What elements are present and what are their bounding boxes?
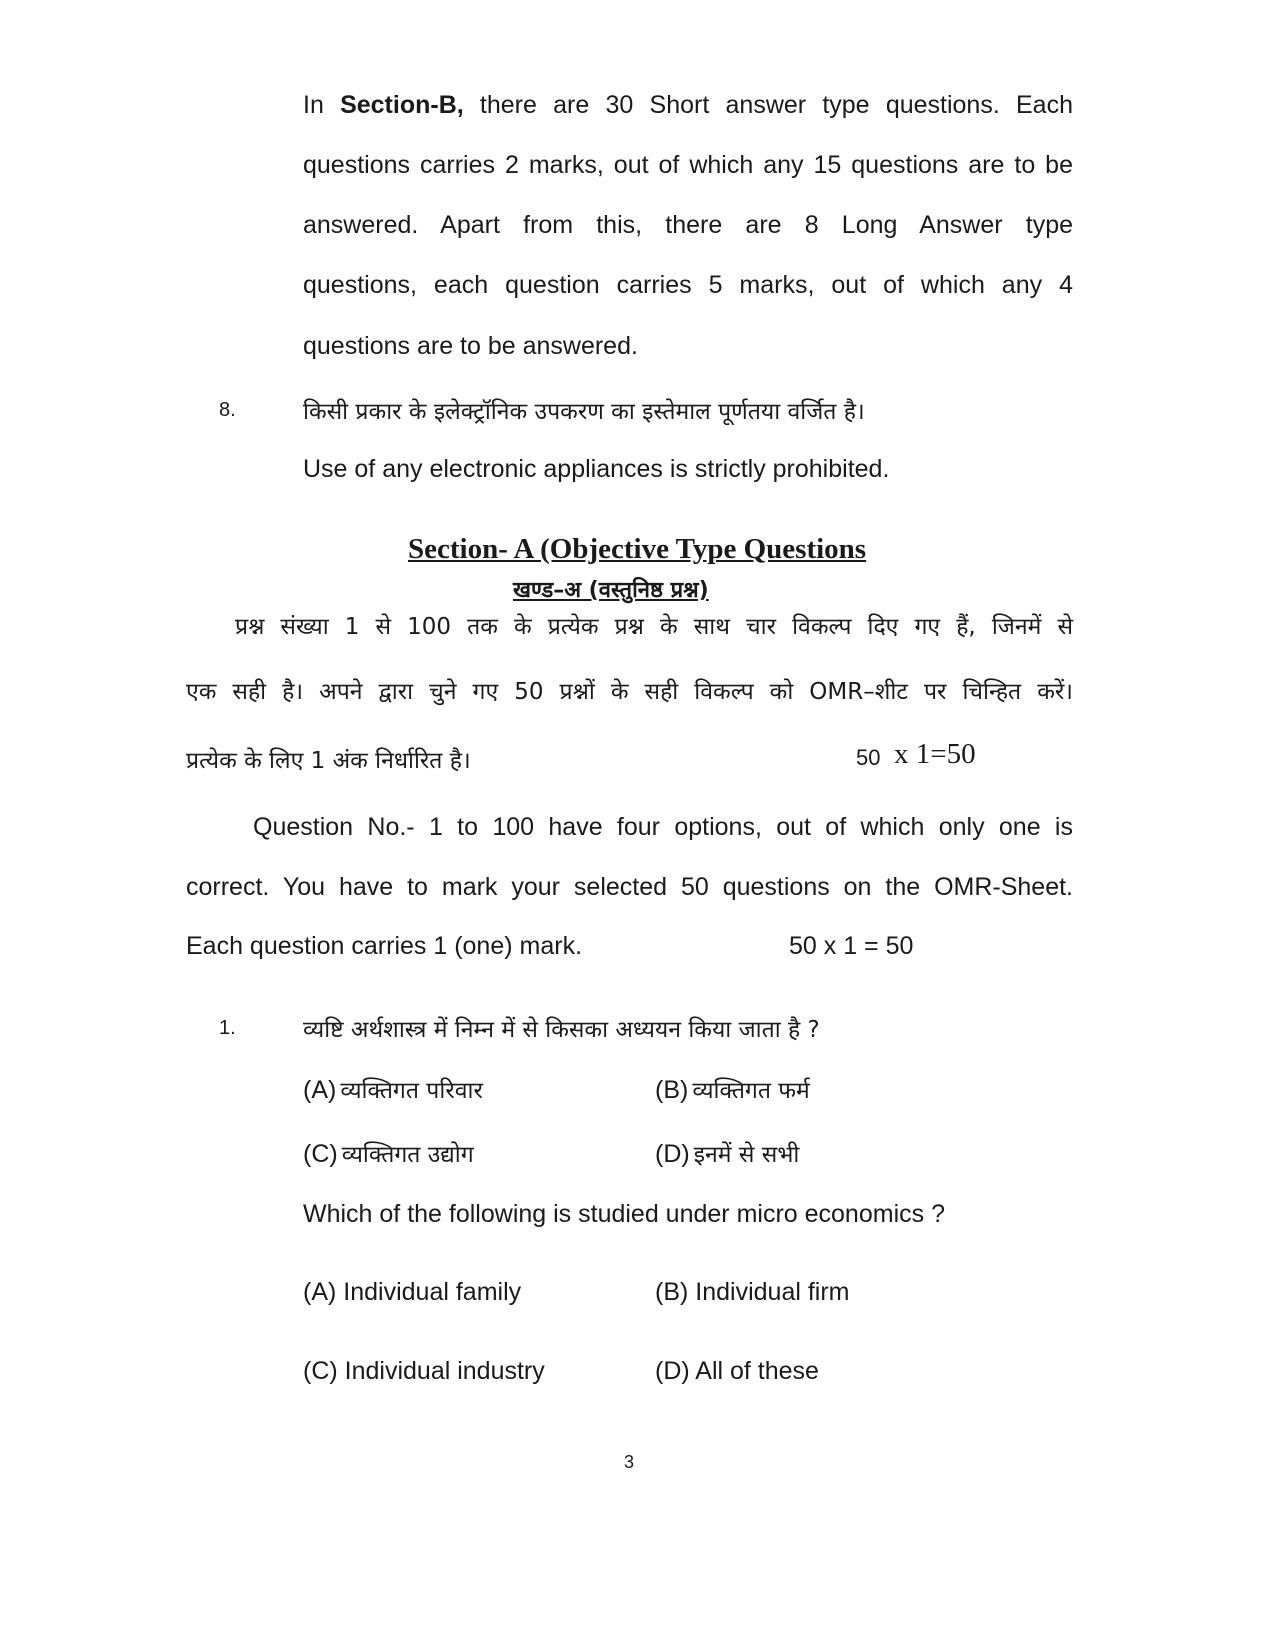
question-1-english-option-b: (B) Individual firm <box>655 1278 850 1306</box>
question-1-hindi-option-d: (D) इनमें से सभी <box>655 1140 800 1168</box>
question-1-number: 1. <box>219 1017 236 1039</box>
question-1-hindi-option-a: (A) व्यक्तिगत परिवार <box>303 1076 483 1104</box>
instruction-line-5: questions are to be answered. <box>303 332 638 360</box>
section-a-english-marks: 50 x 1 = 50 <box>789 932 914 960</box>
instruction-line-3: answered. Apart from this, there are 8 Long Answer type <box>303 211 1073 239</box>
section-a-hindi-line-1: प्रश्न संख्या 1 से 100 तक के प्रत्येक प्रश्न के साथ चार विकल्प दिए गए हैं, जिनमें से <box>235 614 1073 640</box>
instruction-line-2: questions carries 2 marks, out of which any 15 questions are to be <box>303 151 1073 179</box>
section-b-label: Section-B, <box>340 91 464 119</box>
section-a-hindi-line-3: प्रत्येक के लिए 1 अंक निर्धारित है। <box>186 748 471 774</box>
instruction-line-4: questions, each question carries 5 marks, out of which any 4 <box>303 271 1073 299</box>
item-8-number: 8. <box>219 399 236 421</box>
item-8-hindi: किसी प्रकार के इलेक्ट्रॉनिक उपकरण का इस्तेमाल पूर्णतया वर्जित है। <box>303 399 865 425</box>
section-a-title: Section- A (Objective Type Questions <box>408 533 867 565</box>
question-1-english-option-c: (C) Individual industry <box>303 1357 545 1385</box>
section-a-hindi-marks-prefix: 50 <box>856 745 881 770</box>
question-1-english-text: Which of the following is studied under micro economics ? <box>303 1200 945 1228</box>
section-a-english-line-1: Question No.- 1 to 100 have four options, out of which only one is <box>253 813 1073 841</box>
section-a-hindi-marks-formula: x 1=50 <box>894 738 976 770</box>
question-1-english-option-d: (D) All of these <box>655 1357 819 1385</box>
instruction-line-1: In Section-B, there are 30 Short answer type questions. Each <box>303 91 1073 119</box>
question-1-english-option-a: (A) Individual family <box>303 1278 522 1306</box>
question-1-hindi-text: व्यष्टि अर्थशास्त्र में निम्न में से किसका अध्ययन किया जाता है ? <box>303 1017 820 1043</box>
page-number: 3 <box>624 1452 635 1472</box>
item-8-english: Use of any electronic appliances is strictly prohibited. <box>303 455 890 483</box>
question-1-hindi-option-b: (B) व्यक्तिगत फर्म <box>655 1076 810 1104</box>
section-a-title-hindi: खण्ड–अ (वस्तुनिष्ठ प्रश्न) <box>513 578 709 603</box>
section-a-hindi-line-2: एक सही है। अपने द्वारा चुने गए 50 प्रश्नों के सही विकल्प को OMR–शीट पर चिन्हित करें। <box>186 679 1073 705</box>
section-a-english-line-2: correct. You have to mark your selected 50 questions on the OMR-Sheet. <box>186 873 1073 901</box>
section-a-english-line-3: Each question carries 1 (one) mark. <box>186 932 583 960</box>
question-1-hindi-option-c: (C) व्यक्तिगत उद्योग <box>303 1140 474 1168</box>
